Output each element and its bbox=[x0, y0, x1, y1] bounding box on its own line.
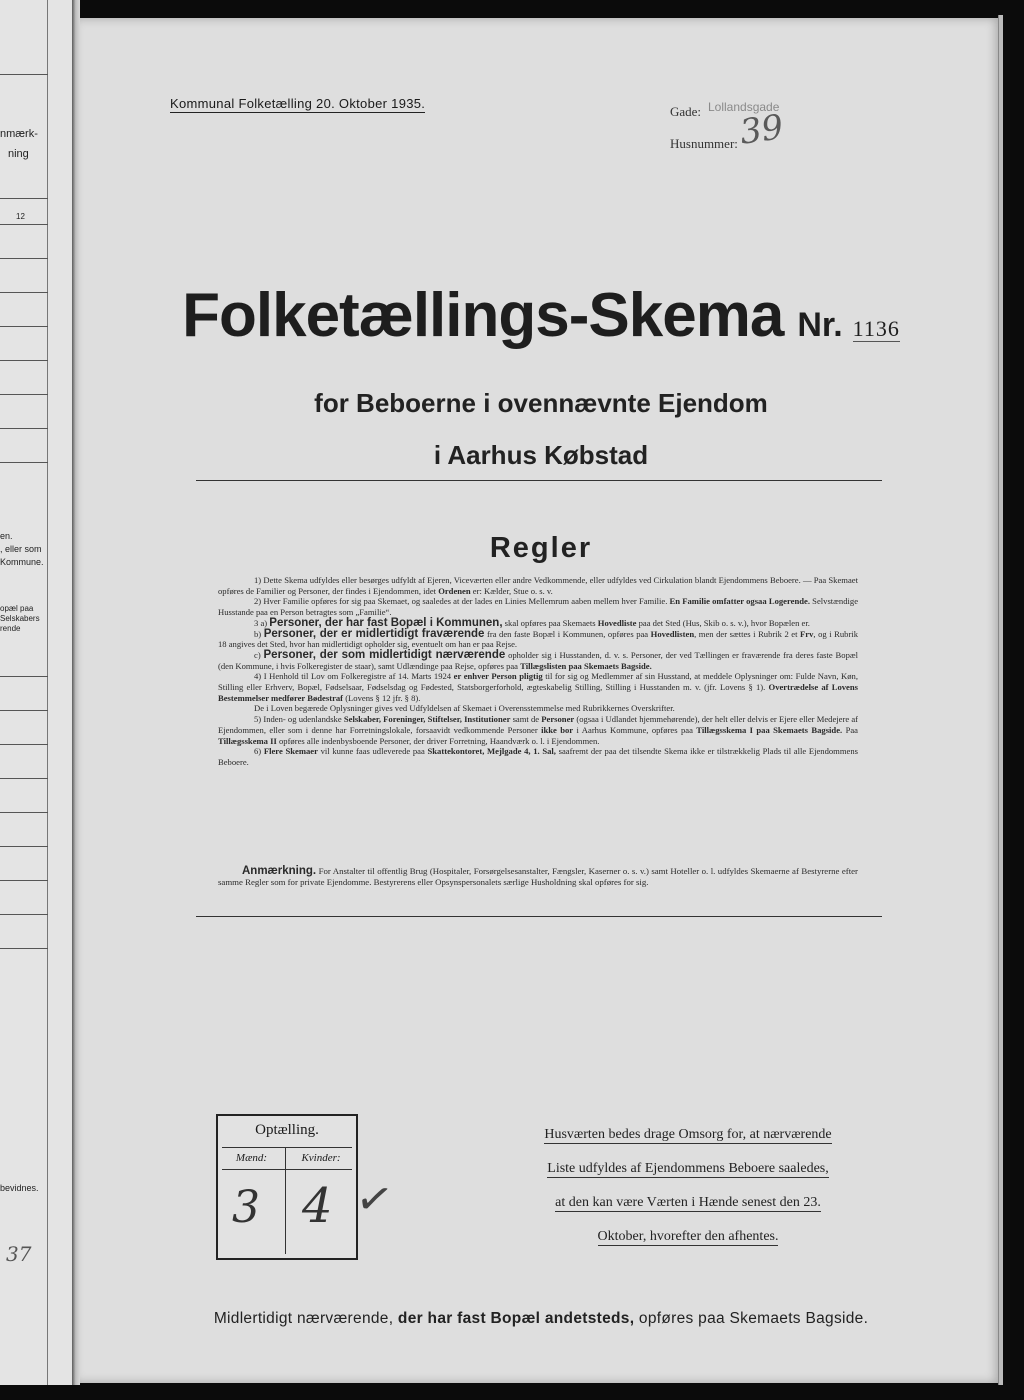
notice-line: at den kan være Værten i Hænde senest den 23. bbox=[555, 1195, 821, 1210]
left-page-rule bbox=[0, 462, 48, 463]
husnummer-value: 39 bbox=[737, 107, 786, 153]
left-page-fragment-text: rende bbox=[0, 624, 21, 633]
left-page-col-number: 12 bbox=[16, 212, 25, 221]
divider-rule bbox=[196, 916, 882, 917]
regler-heading: Regler bbox=[489, 532, 593, 564]
optaelling-title: Optælling. bbox=[255, 1122, 319, 1138]
book-spine bbox=[72, 0, 80, 1385]
left-page-fragment-text: opæl paa bbox=[0, 604, 34, 613]
rule-4b: De i Loven begærede Oplysninger gives ved Udfyldelsen af Skemaet i Overensstemmelse med Rubrikkernes Overskrifter. bbox=[254, 703, 675, 714]
anmaerkning-text: For Anstalter til offentlig Brug (Hospitaler, Forsørgelsesanstalter, Fængsler, Kaserner o. s. v.) samt Hoteller o. l. udfyldes Skemaerne af Bestyrerne efter samme Regler som for private Ejendomme. Bestyrerens eller Opsynspersonalets særlige Husholdning skal opføres for sig. bbox=[218, 866, 858, 887]
left-page-rule bbox=[0, 394, 48, 395]
footer-instruction: Midlertidigt nærværende, der har fast Bopæl andetsteds, opføres paa Skemaets Bagside. bbox=[213, 1310, 869, 1327]
left-page-fragment bbox=[0, 0, 73, 1385]
left-page-rule bbox=[0, 326, 48, 327]
form-title-text: Folketællings-Skema bbox=[182, 281, 784, 350]
form-subtitle-2: i Aarhus Købstad bbox=[433, 440, 649, 470]
kvinder-label: Kvinder: bbox=[301, 1152, 341, 1164]
optaelling-box bbox=[216, 1114, 358, 1260]
form-title bbox=[80, 280, 1002, 351]
form-nr-value: 1136 bbox=[852, 316, 900, 341]
checkmark-icon: ✓ bbox=[351, 1171, 398, 1228]
left-page-fragment-text: bevidnes. bbox=[0, 1183, 39, 1193]
left-page-fragment-text: Selskabers bbox=[0, 614, 40, 623]
anmaerkning-note bbox=[218, 866, 858, 888]
rule-5: 5) Inden- og udenlandske Selskaber, Foreninger, Stiftelser, Institutioner samt de Personer (ogsaa i Udlandet hjemmehørende), der helt eller delvis er Ejere eller Medejere af Ejendommen, eller som i denne har Forretningslokale, forsaavidt vedkommende Personer ikke bor i Aarhus Kommune, opføres paa Tillægsskema I paa Skemaets Bagside. Paa Tillægsskema II opføres alle indenbysboende Personer, der driver Forretning, Haandværk o. l. i Ejendommen. bbox=[218, 714, 858, 746]
notice-line: Liste udfyldes af Ejendommens Beboere saaledes, bbox=[547, 1161, 829, 1176]
left-page-anmaerkning-1: nmærk- bbox=[0, 128, 38, 140]
anmaerkning-label: Anmærkning. bbox=[242, 865, 317, 877]
left-page-fragment-text: en. bbox=[0, 531, 13, 541]
rule-3a: 3 a) Personer, der har fast Bopæl i Kommunen, skal opføres paa Skemaets Hovedliste paa det Sted (Hus, Skib o. s. v.), hvor Bopælen er. bbox=[254, 616, 810, 629]
left-page-rule bbox=[0, 292, 48, 293]
box-rule bbox=[222, 1169, 352, 1170]
left-page-rule bbox=[0, 74, 48, 75]
left-page-rule bbox=[0, 744, 48, 745]
rule-3c: c) Personer, der som midlertidigt nærværende opholder sig i Husstanden, d. v. s. Personer, der ved Tællingen er fraværende fra deres faste Bopæl (den Kommune, i hvis Folkeregister de staar), samt Udlændinge paa Rejse, opføres paa Tillægslisten paa Skemaets Bagside. bbox=[218, 648, 858, 671]
left-page-fragment-text: , eller som bbox=[0, 544, 42, 554]
maend-count: 3 bbox=[232, 1182, 260, 1233]
left-page-rule bbox=[0, 224, 48, 225]
form-subtitle-1: for Beboerne i ovennævnte Ejendom bbox=[314, 388, 768, 418]
left-page-rule bbox=[0, 710, 48, 711]
box-rule bbox=[222, 1147, 352, 1148]
husnummer-label: Husnummer: bbox=[670, 136, 738, 151]
rule-4: 4) I Henhold til Lov om Folkeregistre af 14. Marts 1924 er enhver Person pligtig til for sig og Medlemmer af sin Husstand, at meddele Oplysninger om: Fulde Navn, Køn, Stilling eller Erhverv, Bopæl, Fødselsaar, Fødselsdag og Fødested, Statsborgerforhold, ægteskabelig Stilling, Stilling i Husstanden m. v. (jfr. Lovens § 1). Overtrædelse af Lovens Bestemmelser medfører Bødestraf (Lovens § 12 jfr. § 8). bbox=[218, 671, 858, 703]
rule-1: 1) Dette Skema udfyldes eller besørges udfyldt af Ejeren, Viceværten eller andre Vedkommende, eller udfyldes ved Cirkulation blandt Ejendommens Beboere. — Paa Skemaet opføres de Familier og Personer, der findes i Ejendommen, idet Ordenen er: Kælder, Stue o. s. v. bbox=[218, 575, 858, 596]
rule-2: 2) Hver Familie opføres for sig paa Skemaet, og saaledes at der lades en Linies Mellemrum aaben mellem hver Familie. En Familie omfatter ogsaa Logerende. Selvstændige Husstande paa en Person betragtes som „Familie“. bbox=[218, 596, 859, 618]
left-page-rule bbox=[0, 846, 48, 847]
left-page-rule bbox=[0, 258, 48, 259]
left-page-rule bbox=[0, 914, 48, 915]
rule-3b: b) Personer, der er midlertidigt fraværende fra den faste Bopæl i Kommunen, opføres paa Hovedlisten, men der sættes i Rubrik 2 et Frv, og i Rubrik 18 angives det Sted, hvor han midlertidigt opholder sig, eventuelt om han er paa Rejse. bbox=[218, 627, 859, 650]
divider-rule bbox=[196, 480, 882, 481]
left-page-rule bbox=[0, 198, 48, 199]
form-nr-label: Nr. bbox=[797, 306, 843, 344]
regler-text bbox=[218, 575, 858, 768]
left-page-rule bbox=[0, 676, 48, 677]
notice-line: Husværten bedes drage Omsorg for, at nærværende bbox=[544, 1127, 832, 1142]
page-edge bbox=[998, 15, 1003, 1385]
gade-label: Gade: bbox=[670, 104, 702, 119]
left-page-rule bbox=[0, 880, 48, 881]
left-page-rule bbox=[0, 428, 48, 429]
census-header: Kommunal Folketælling 20. Oktober 1935. bbox=[170, 96, 426, 111]
left-page-anmaerkning-2: ning bbox=[8, 148, 29, 160]
left-page-rule bbox=[0, 948, 48, 949]
left-page-fragment-text: Kommune. bbox=[0, 557, 44, 567]
left-page-column-line bbox=[47, 0, 48, 1385]
left-page-handwritten-number: 37 bbox=[6, 1242, 32, 1266]
maend-label: Mænd: bbox=[235, 1152, 268, 1164]
kvinder-count: 4 bbox=[302, 1178, 333, 1234]
census-form-page bbox=[80, 18, 1002, 1383]
gade-value: Lollandsgade bbox=[708, 100, 780, 114]
left-page-rule bbox=[0, 778, 48, 779]
landlord-notice bbox=[518, 1118, 858, 1254]
left-page-rule bbox=[0, 812, 48, 813]
left-page-rule bbox=[0, 360, 48, 361]
notice-line: Oktober, hvorefter den afhentes. bbox=[597, 1229, 779, 1244]
rule-6: 6) Flere Skemaer vil kunne faas udleverede paa Skattekontoret, Mejlgade 4, 1. Sal, saafremt der paa det tilsendte Skema ikke er tilstrækkelig Plads til alle Ejendommens Beboere. bbox=[218, 746, 859, 767]
